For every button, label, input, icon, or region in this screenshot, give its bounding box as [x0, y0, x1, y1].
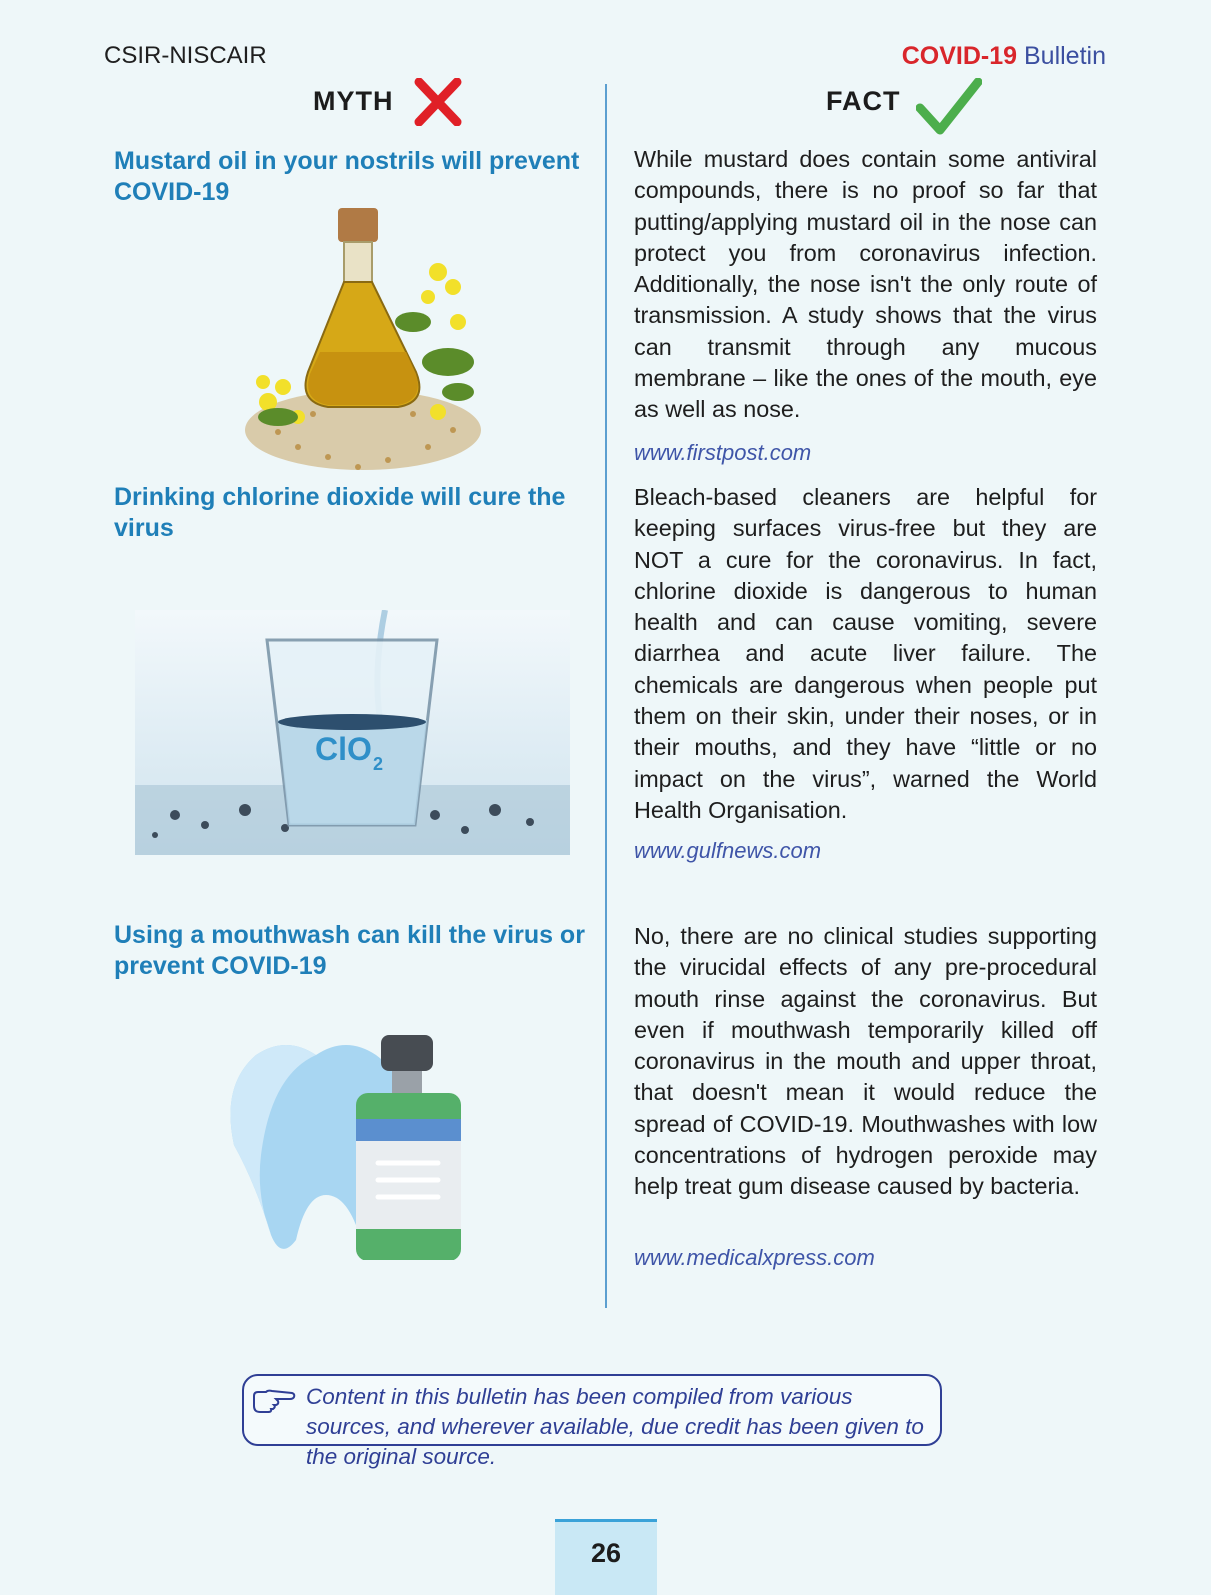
cross-icon	[413, 78, 463, 126]
checkmark-icon	[916, 78, 982, 136]
mustard-oil-image	[238, 202, 488, 480]
fact-chlorine-dioxide: Bleach-based cleaners are helpful for keeping surfaces virus-free but they are NOT a cure for the coronavirus. In fact, chlorine dioxide is dangerous to human health and can cause vomiting, severe diarrhea and acute liver failure. The chemicals are dangerous when people put them on their skin, under their noses, or in their mouths, and they have “little or no impact on the virus”, warned the World Health Organisation.	[634, 484, 1097, 823]
source-firstpost-link[interactable]: www.firstpost.com	[634, 440, 812, 465]
myth-mustard-oil: Mustard oil in your nostrils will prevent COVID-19	[114, 147, 580, 206]
column-divider	[605, 84, 607, 1308]
covid-label: COVID-19	[901, 42, 1018, 70]
bulletin-label: Bulletin	[1024, 42, 1106, 70]
fact-mustard-oil: While mustard does contain some antiviral compounds, there is no proof so far that putting/applying mustard oil in the nose can protect you from coronavirus infection. Additionally, the nose isn't the only route of transmission. A study shows that the virus can transmit through any mucous membrane – like the ones of the mouth, eye as well as nose.	[634, 146, 1097, 423]
tooth-mouthwash-image	[216, 1035, 466, 1260]
fact-mouthwash: No, there are no clinical studies supporting the virucidal effects of any pre-procedural mouth rinse against the coronavirus. But even if mouthwash temporarily killed off coronavirus in the mouth and upper throat, that doesn't mean it would reduce the spread of COVID-19. Mouthwashes with low concentrations of hydrogen peroxide may help treat gum disease caused by bacteria.	[634, 923, 1097, 1200]
clo2-label: ClO	[315, 731, 372, 767]
page-number: 26	[555, 1519, 657, 1595]
disclaimer-box	[242, 1374, 942, 1469]
fact-heading: FACT	[826, 86, 901, 116]
clo2-subscript: 2	[373, 754, 384, 774]
bulletin-title	[902, 42, 1106, 71]
myth-heading: MYTH	[313, 86, 394, 116]
myth-mouthwash: Using a mouthwash can kill the virus or prevent COVID-19	[114, 921, 585, 980]
myth-chlorine-dioxide: Drinking chlorine dioxide will cure the virus	[114, 483, 566, 542]
source-gulfnews-link[interactable]: www.gulfnews.com	[634, 838, 822, 863]
chlorine-dioxide-glass-image	[135, 610, 570, 855]
disclaimer-text: Content in this bulletin has been compiled from various sources, and wherever available, due credit has been given to the original source.	[306, 1384, 924, 1469]
pointing-hand-icon	[252, 1388, 296, 1414]
org-name: CSIR-NISCAIR	[104, 42, 267, 69]
source-medicalxpress-link[interactable]: www.medicalxpress.com	[634, 1245, 875, 1270]
